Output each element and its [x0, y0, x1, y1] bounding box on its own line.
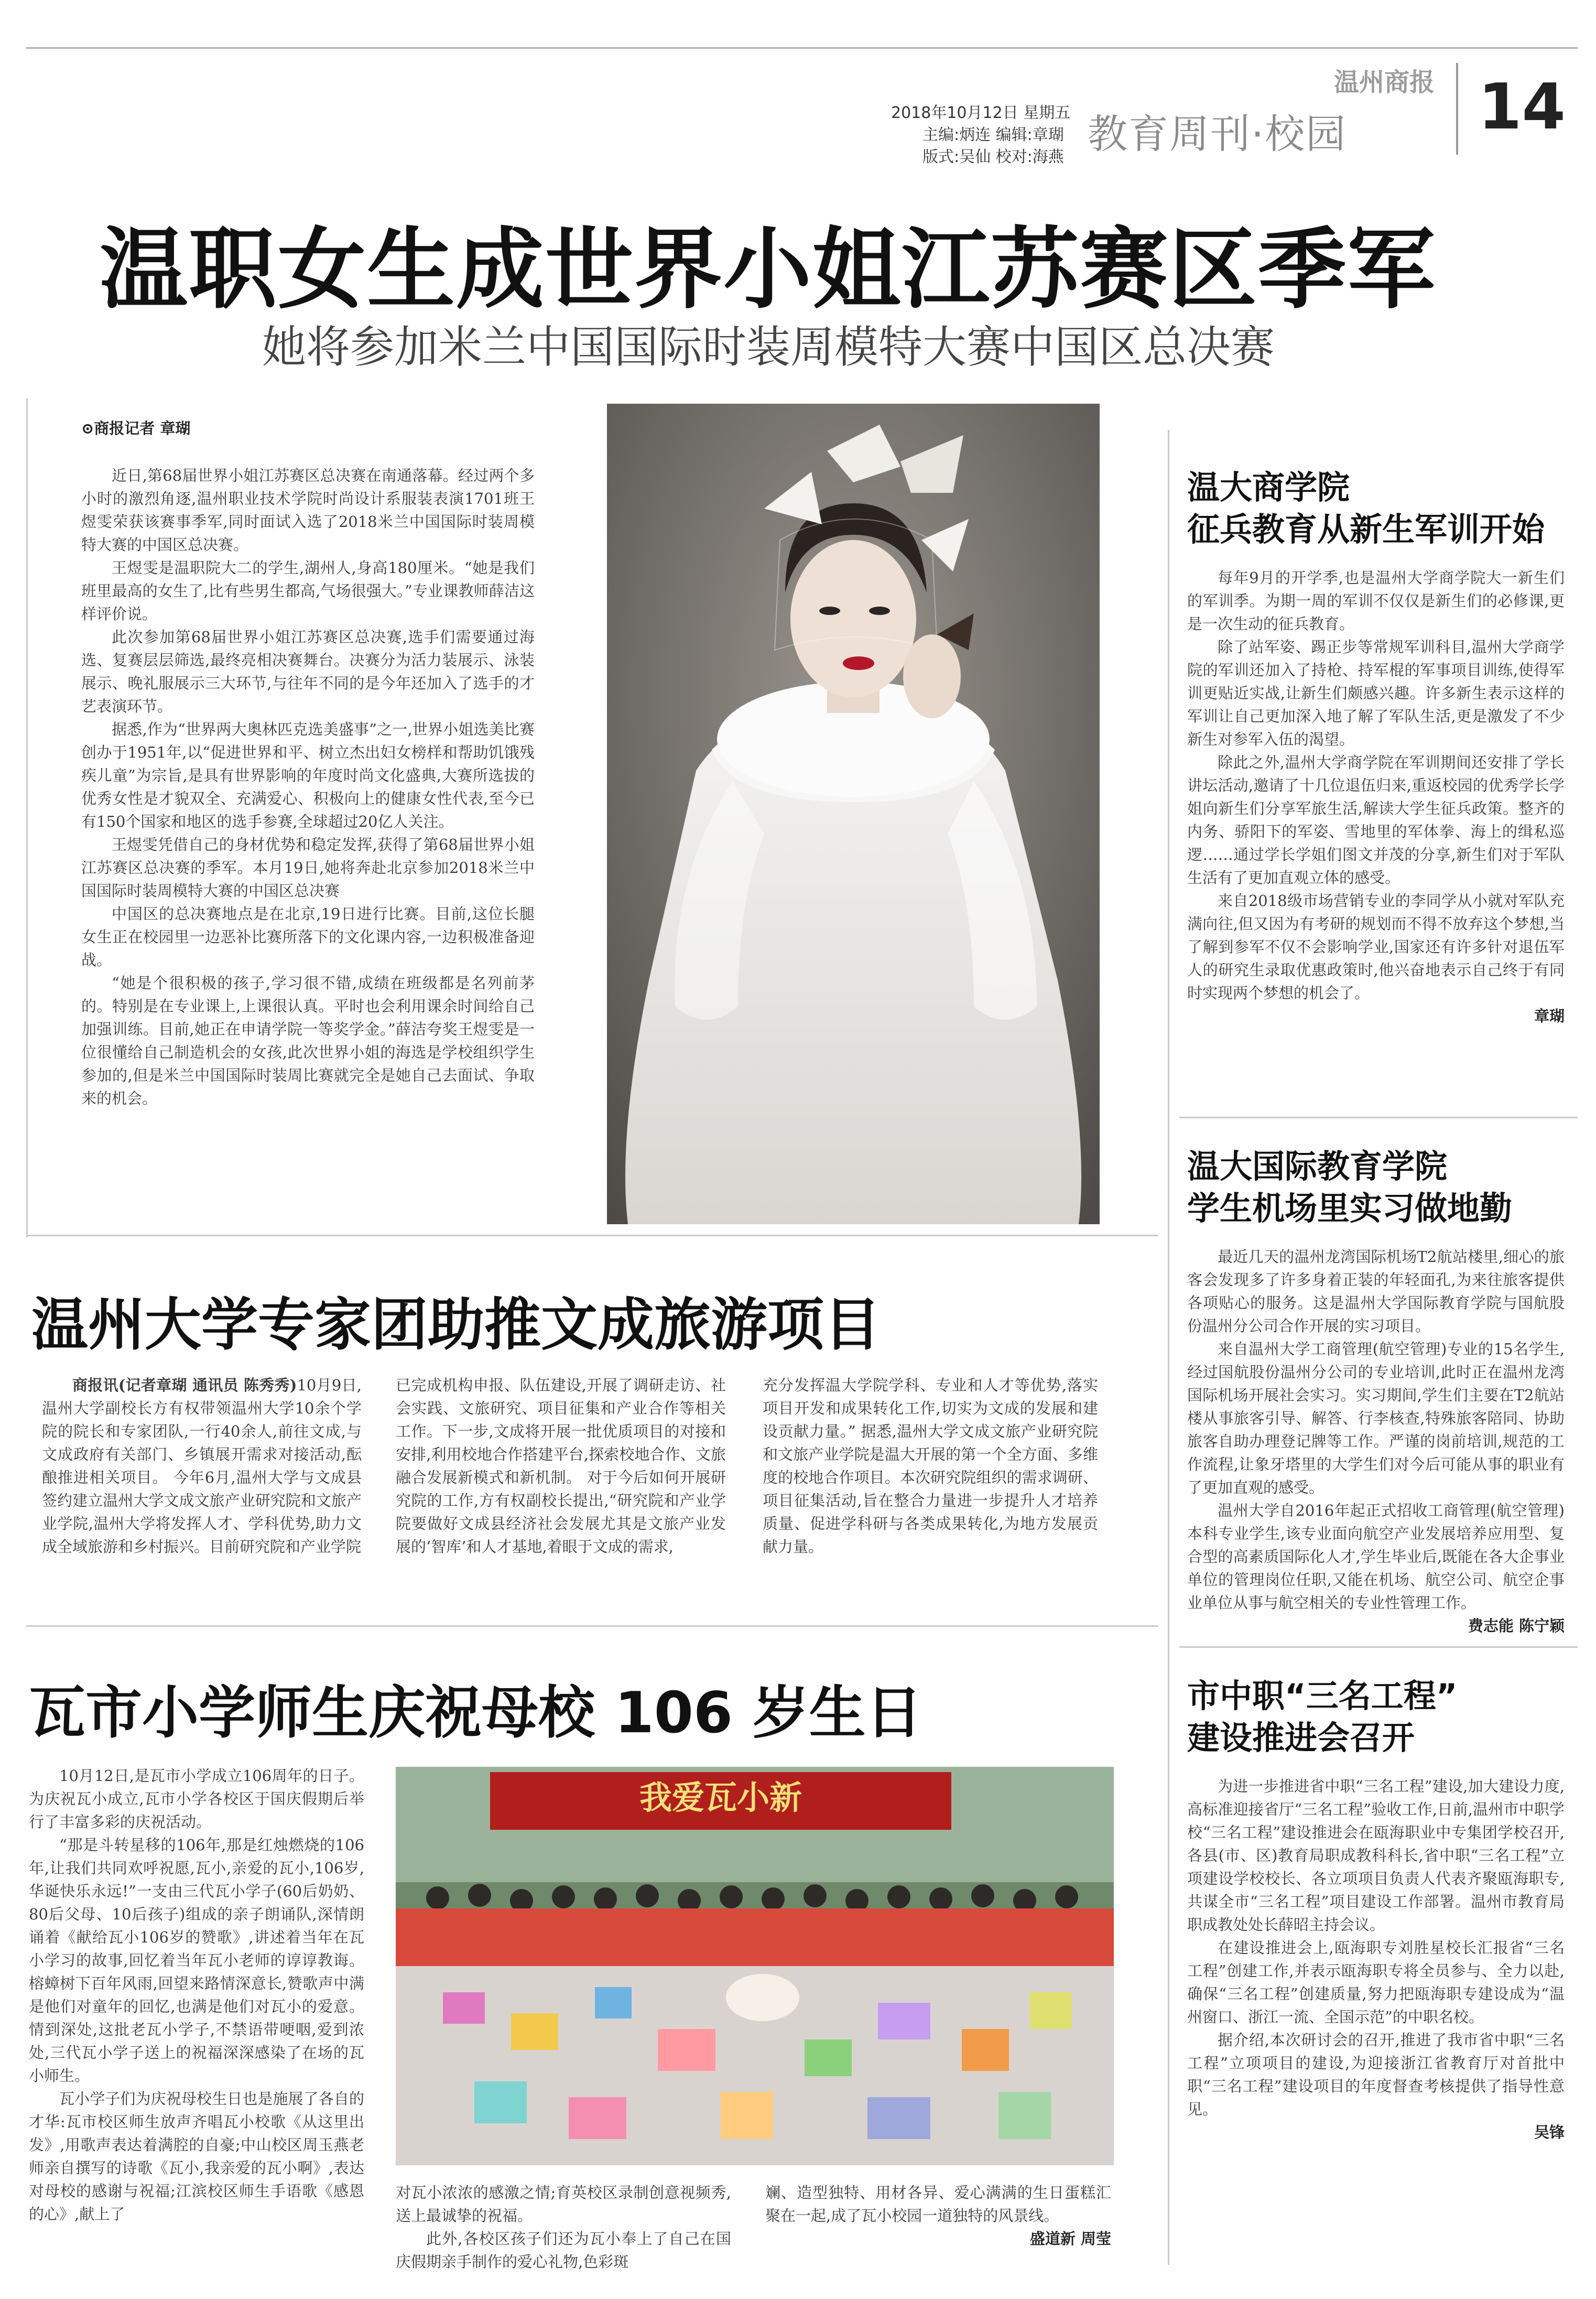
- top-rule: [26, 47, 1578, 49]
- middle-byline-paragraph: [42, 1374, 362, 1558]
- middle-col2: [396, 1374, 726, 1558]
- right2-author: 费志能 陈宁颖: [1468, 1617, 1565, 1635]
- lead-paragraph: 据悉,作为“世界两大奥林匹克选美盛事”之一,世界小姐选美比赛创办于1951年,以“促进世界和平、树立杰出妇女榜样和帮助饥饿残疾儿童”为宗旨,是具有世界影响的年度时尚文化盛典,大赛所选拔的优秀女性是才貌双全、充满爱心、积极向上的健康女性代表,至今已有150个国家和地区的选手参赛,全球超过20亿人关注。: [81, 720, 535, 830]
- bottom-col2: [396, 2181, 731, 2273]
- banner-text: 我爱瓦小新: [639, 1778, 802, 1817]
- right1-paragraph: 来自2018级市场营销专业的李同学从小就对军队充满向往,但又因为有考研的规划而不得不放弃这个梦想,当了解到参军不仅不会影响学业,国家还有许多针对退伍军人的研究生录取优惠政策时,他兴奋地表示自己终于有同时实现两个梦想的机会了。: [1187, 892, 1565, 1002]
- right1-paragraph: 除了站军姿、踢正步等常规军训科目,温州大学商学院的军训还加入了持枪、持军棍的军事项目训练,使得军训更贴近实战,让新生们颇感兴趣。许多新生表示这样的军训让自己更加深入地了解了军队生活,更是激发了不少新生对参军入伍的渴望。: [1187, 638, 1565, 748]
- bottom-col2-paragraph: 对瓦小浓浓的感激之情;育英校区录制创意视频秀,送上最诚挚的祝福。: [396, 2184, 731, 2225]
- bottom-headline: 瓦市小学师生庆祝母校 106 岁生日: [29, 1680, 922, 1746]
- paper-name: 温州商报: [1334, 68, 1435, 97]
- lead-paragraph: 此次参加第68届世界小姐江苏赛区总决赛,选手们需要通过海选、复赛层层筛选,最终亮相决赛舞台。决赛分为活力装展示、泳装展示、晚礼服展示三大环节,与往年不同的是今年还加入了选手的才艺表演环节。: [81, 628, 535, 715]
- bottom-col1-paragraph: 瓦小学子们为庆祝母校生日也是施展了各自的才华:瓦市校区师生放声齐唱瓦小校歌《从这里出发》,用歌声表达着满腔的自豪;中山校区周玉燕老师亲自撰写的诗歌《瓦小,我亲爱的瓦小啊》,表达对母校的感谢与祝福;江滨校区师生手语歌《感恩的心》,献上了: [29, 2090, 364, 2223]
- right3-paragraph: 为进一步推进省中职“三名工程”建设,加大建设力度,高标准迎接省厅“三名工程”验收工作,日前,温州市中职学校“三名工程”建设推进会在瓯海职业中专集团学校召开,各县(市、区)教育局职成教科科长,省中职“三名工程”立项建设学校校长、各立项项目负责人代表齐聚瓯海职专,共谋全市“三名工程”项目建设工作部署。温州市教育局职成教处处长薛昭主持会议。: [1187, 1777, 1565, 1934]
- bottom-col3: [765, 2181, 1111, 2250]
- lead-subhead: 她将参加米兰中国国际时装周模特大赛中国区总决赛: [262, 321, 1275, 373]
- layout-line: 版式:吴仙 校对:海燕: [922, 148, 1064, 166]
- right3-paragraph: 在建设推进会上,瓯海职专刘胜星校长汇报省“三名工程”创建工作,并表示瓯海职专将全员参与、全力以赴,确保“三名工程”创建质量,努力把瓯海职专建设成为“温州窗口、浙江一流、全国示范”的中职名校。: [1187, 1939, 1565, 2026]
- portrait-illustration: [607, 404, 1100, 1224]
- right3-headline-line1: 市中职“三名工程”: [1187, 1677, 1458, 1715]
- bottom-author: 盛道新 周莹: [1029, 2230, 1111, 2248]
- middle-top-rule: [26, 1235, 1158, 1236]
- bottom-col3-paragraph: 斓、造型独特、用材各异、爱心满满的生日蛋糕汇聚在一起,成了瓦小校园一道独特的风景线。: [765, 2184, 1111, 2225]
- right1-headline-line1: 温大商学院: [1187, 468, 1350, 506]
- middle-byline: 商报讯(记者章瑚 通讯员 陈秀秀): [72, 1376, 297, 1394]
- right2-headline-line2: 学生机场里实习做地勤: [1187, 1189, 1513, 1227]
- middle-col2-text: 已完成机构申报、队伍建设,开展了调研走访、社会实践、文旅研究、项目征集和产业合作等相关工作。下一步,文成将开展一批优质项目的对接和安排,利用校地合作搭建平台,探索校地合作、文旅融合发展新模式和新机制。 对于今后如何开展研究院的工作,方有权副校长提出,“研究院和产业学院要做好文成县经济社会发展尤其是文旅产业发展的‘智库’和人才基地,着眼于文成的需求,: [396, 1376, 726, 1556]
- right2-paragraph: 温州大学自2016年起正式招收工商管理(航空管理)本科专业学生,该专业面向航空产业发展培养应用型、复合型的高素质国际化人才,学生毕业后,既能在各大企事业单位的管理岗位任职,又能在机场、航空公司、航空企事业单位从事与航空相关的专业性管理工作。: [1187, 1502, 1565, 1612]
- masthead-divider: [1456, 63, 1458, 155]
- bottom-col2-paragraph: 此外,各校区孩子们还为瓦小奉上了自己在国庆假期亲手制作的爱心礼物,色彩斑: [396, 2230, 731, 2271]
- right3-body: [1187, 1775, 1565, 2144]
- middle-headline: 温州大学专家团助推文成旅游项目: [31, 1292, 881, 1358]
- middle-col3: [763, 1374, 1098, 1558]
- right2-body: [1187, 1245, 1565, 1637]
- crowd-illustration: [396, 1767, 1114, 2165]
- bottom-col1: [29, 1764, 364, 2226]
- right2-paragraph: 来自温州大学工商管理(航空管理)专业的15名学生,经过国航股份温州分公司的专业培训,此时正在温州龙湾国际机场开展社会实习。实习期间,学生们主要在T2航站楼从事旅客引导、解答、行李核查,特殊旅客陪同、协助旅客自助办理登记牌等工作。严谨的岗前培训,规范的工作流程,让象牙塔里的大学生们对今后可能从事的职业有了更加直观的感受。: [1187, 1340, 1565, 1496]
- right1-paragraph: 每年9月的开学季,也是温州大学商学院大一新生们的军训季。为期一周的军训不仅仅是新生们的必修课,更是一次生动的征兵教育。: [1187, 569, 1565, 633]
- right2-rule: [1179, 1646, 1578, 1648]
- right-column-divider: [1168, 430, 1169, 2265]
- date-line: 2018年10月12日 星期五: [891, 104, 1071, 122]
- lead-headline: 温职女生成世界小姐江苏赛区季军: [100, 218, 1436, 321]
- lead-photo: [607, 404, 1100, 1224]
- page-number: 14: [1478, 71, 1566, 144]
- middle-col1: [42, 1374, 362, 1558]
- lead-paragraph: 近日,第68届世界小姐江苏赛区总决赛在南通落幕。经过两个多小时的激烈角逐,温州职业技术学院时尚设计系服装表演1701班王煜雯荣获该赛事季军,同时面试入选了2018米兰中国国际时装周模特大赛的中国区总决赛。: [81, 467, 535, 554]
- lead-byline: ⊙商报记者 章瑚: [81, 419, 191, 437]
- lead-paragraph: 王煜雯凭借自己的身材优势和稳定发挥,获得了第68届世界小姐江苏赛区总决赛的季军。本月19日,她将奔赴北京参加2018米兰中国国际时装周模特大赛的中国区总决赛: [81, 836, 535, 900]
- middle-bottom-rule: [26, 1625, 1158, 1627]
- lead-paragraph: 中国区的总决赛地点是在北京,19日进行比赛。目前,这位长腿女生正在校园里一边恶补比赛所落下的文化课内容,一边积极准备迎战。: [81, 905, 535, 969]
- right1-rule: [1179, 1117, 1578, 1118]
- celebration-photo: [396, 1767, 1114, 2165]
- right1-body: [1187, 566, 1565, 1028]
- middle-col3-text: 充分发挥温大学院学科、专业和人才等优势,落实项目开发和成果转化工作,切实为文成的发展和建设贡献力量。” 据悉,温州大学文成文旅产业研究院和文旅产业学院是温大开展的第一个全方面、多维度的校地合作项目。本次研究院组织的需求调研、项目征集活动,旨在整合力量进一步提升人才培养质量、促进学科研与各类成果转化,为地方发展贡献力量。: [763, 1376, 1098, 1556]
- right1-paragraph: 除此之外,温州大学商学院在军训期间还安排了学长讲坛活动,邀请了十几位退伍归来,重返校园的优秀学长学姐向新生们分享军旅生活,解读大学生征兵政策。整齐的内务、骄阳下的军姿、雪地里的军体拳、海上的缉私巡逻……通过学长学姐们图文并茂的分享,新生们对于军队生活有了更加直观立体的感受。: [1187, 753, 1565, 887]
- lead-paragraph: 王煜雯是温职院大二的学生,湖州人,身高180厘米。“她是我们班里最高的女生了,比有些男生都高,气场很强大。”专业课教师薛洁这样评价说。: [81, 559, 535, 623]
- editor-line: 主编:炳连 编辑:章瑚: [922, 126, 1064, 144]
- lead-left-border: [26, 398, 28, 1237]
- middle-col1-text: 10月9日,温州大学副校长方有权带领温州大学10余个学院的院长和专家团队,一行40余人,前往文成,与文成政府有关部门、乡镇展开需求对接活动,酝酿推进相关项目。 今年6月,温州大学与文成县签约建立温州大学文成文旅产业研究院和文旅产业学院,温州大学将发挥人才、学科优势,助力文成全域旅游和乡村振兴。目前研究院和产业学院: [42, 1376, 362, 1556]
- right1-author: 章瑚: [1534, 1007, 1565, 1025]
- right3-headline-line2: 建设推进会召开: [1187, 1719, 1415, 1757]
- right1-headline-line2: 征兵教育从新生军训开始: [1187, 510, 1545, 548]
- right2-headline-line1: 温大国际教育学院: [1187, 1147, 1448, 1185]
- section-title: 教育周刊·校园: [1088, 111, 1347, 157]
- lead-body: [81, 464, 535, 1110]
- right3-author: 吴锋: [1534, 2123, 1565, 2141]
- bottom-col1-paragraph: 10月12日,是瓦市小学成立106周年的日子。为庆祝瓦小成立,瓦市小学各校区于国庆假期后举行了丰富多彩的庆祝活动。: [29, 1767, 364, 1831]
- lead-paragraph: “她是个很积极的孩子,学习很不错,成绩在班级都是名列前茅的。特别是在专业课上,上课很认真。平时也会利用课余时间给自己加强训练。目前,她正在申请学院一等奖学金。”薛洁夸奖王煜雯是一位很懂给自己制造机会的女孩,此次世界小姐的海选是学校组织学生参加的,但是米兰中国国际时装周比赛就完全是她自己去面试、争取来的机会。: [81, 974, 535, 1107]
- right2-paragraph: 最近几天的温州龙湾国际机场T2航站楼里,细心的旅客会发现多了许多身着正装的年轻面孔,为来往旅客提供各项贴心的服务。这是温州大学国际教育学院与国航股份温州分公司合作开展的实习项目。: [1187, 1248, 1565, 1335]
- bottom-col1-paragraph: “那是斗转星移的106年,那是红烛燃烧的106年,让我们共同欢呼祝愿,瓦小,亲爱的瓦小,106岁,华诞快乐永远!”一支由三代瓦小学子(60后奶奶、80后父母、10后孩子)组成的亲子朗诵队,深情朗诵着《献给瓦小106岁的赞歌》,讲述着当年在瓦小学习的故事,回忆着当年瓦小老师的谆谆教诲。榕蟑树下百年风雨,回望来路情深意长,赞歌声中满是他们对童年的回忆,也满是他们对瓦小的爱意。情到深处,这批老瓦小学子,不禁语带哽咽,爱到浓处,三代瓦小学子送上的祝福深深感染了在场的瓦小师生。: [29, 1836, 364, 2085]
- right3-paragraph: 据介绍,本次研讨会的召开,推进了我市省中职“三名工程”立项项目的建设,为迎接浙江省教育厅对首批中职“三名工程”建设项目的年度督查考核提供了指导性意见。: [1187, 2031, 1565, 2118]
